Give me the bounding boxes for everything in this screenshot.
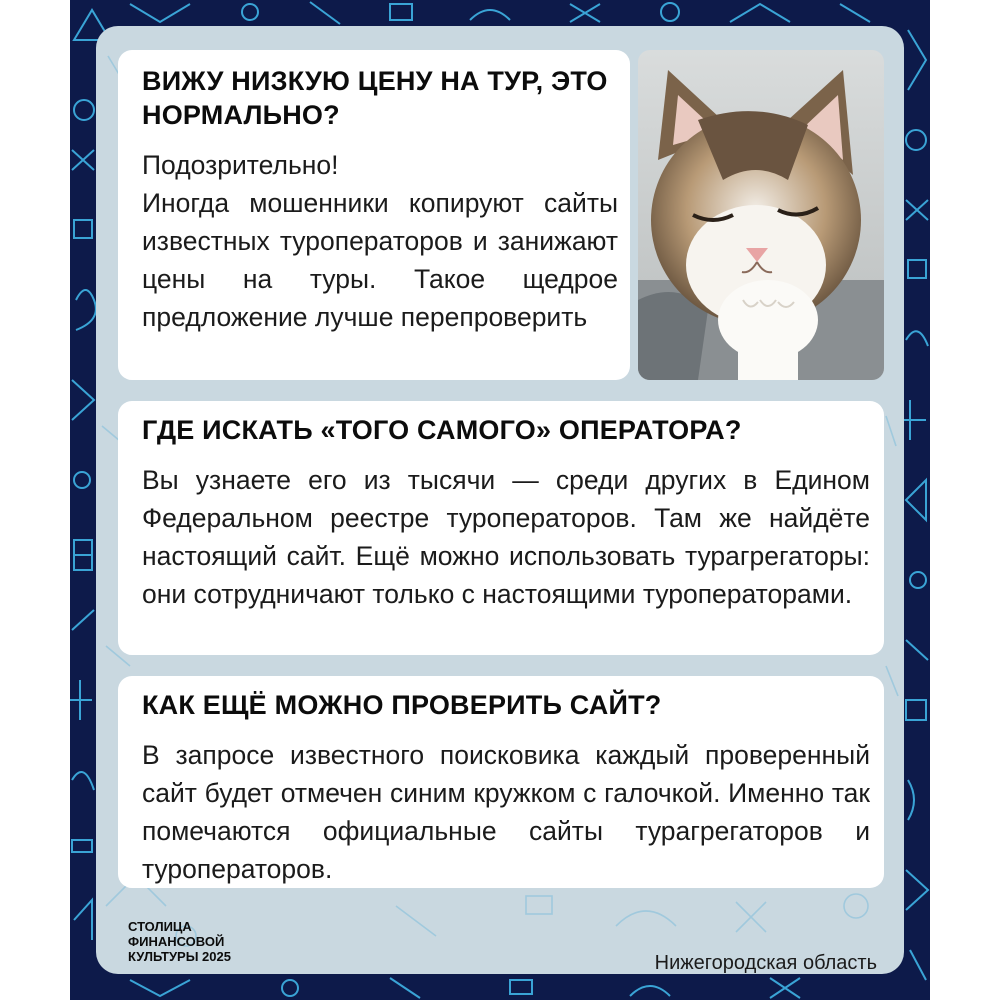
card-title: ГДЕ ИСКАТЬ «ТОГО САМОГО» ОПЕРАТОРА? xyxy=(142,415,742,445)
card-title: ВИЖУ НИЗКУЮ ЦЕНУ НА ТУР, ЭТО НОРМАЛЬНО? xyxy=(142,66,608,130)
faq-card-low-price xyxy=(118,50,630,380)
card-body: Иногда мошенники копируют сайты известных туроператоров и занижают цены на туры. Такое щедрое предложение лучше перепроверить xyxy=(142,188,618,332)
card-body: Вы узнаете его из тысячи — среди других в Едином Федеральном реестре туроператоров. Там же найдёте настоящий сайт. Ещё можно использовать турагрегаторы: они сотрудничают только с настоящими туроператорами. xyxy=(142,465,870,609)
thinking-cat-photo xyxy=(638,50,884,380)
card-title: КАК ЕЩЁ МОЖНО ПРОВЕРИТЬ САЙТ? xyxy=(142,690,662,720)
cat-illustration xyxy=(638,50,884,380)
region-label: Нижегородская область xyxy=(654,952,877,974)
faq-card-find-operator xyxy=(118,401,884,655)
card-lead: Подозрительно! xyxy=(142,150,339,180)
faq-card-check-site xyxy=(118,676,884,888)
card-body: В запросе известного поисковика каждый проверенный сайт будет отмечен синим кружком с галочкой. Именно так помечаются официальные сайты турагрегаторов и туроператоров. xyxy=(142,740,870,884)
brand-logo-text: СТОЛИЦА ФИНАНСОВОЙ КУЛЬТУРЫ 2025 xyxy=(128,919,231,964)
